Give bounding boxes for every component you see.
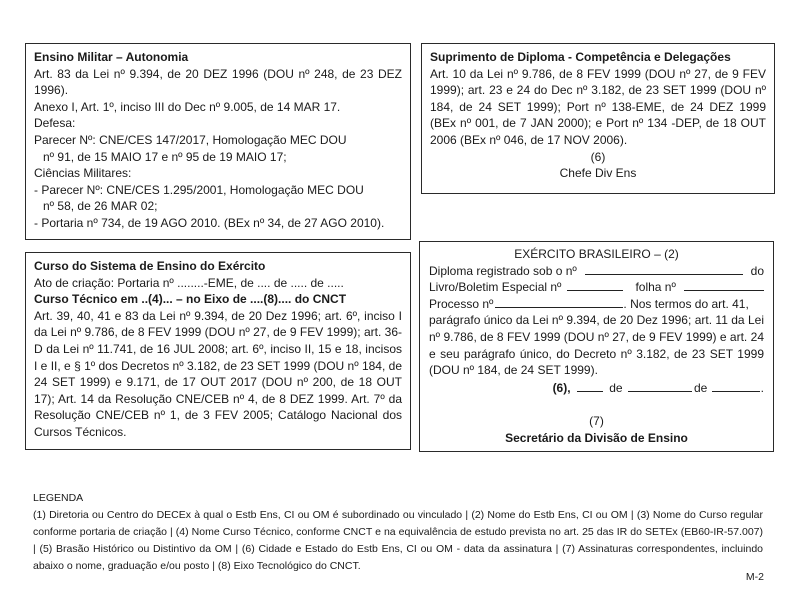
registration-do: do	[750, 263, 764, 278]
process-after: . Nos termos do art. 41,	[623, 296, 749, 311]
box-line: Art. 83 da Lei nº 9.394, de 20 DEZ 1996 (DOU nº 248, de 23 DEZ 1996).	[34, 66, 402, 98]
folha-label: folha nº	[635, 280, 676, 295]
date-period: .	[760, 380, 764, 395]
book-number-blank	[567, 279, 623, 291]
creation-act: Ato de criação: Portaria nº ........-EME, de .... de ..... de .....	[34, 275, 344, 290]
box-line: - Portaria nº 734, de 19 AGO 2010. (BEx nº 34, de 27 AGO 2010).	[34, 215, 385, 230]
army-education-course-box	[25, 252, 411, 450]
signer-title: Secretário da Divisão de Ensino	[505, 430, 688, 445]
day-blank	[577, 380, 603, 392]
legend-title: LEGENDA	[33, 492, 84, 504]
legend-text: (1) Diretoria ou Centro do DECEx à qual o Estb Ens, CI ou OM é subordinado ou vinculado | (2) Nome do Estb Ens, CI ou OM | (3) Nome do Curso regular conforme portaria de criação | (4) Nome Curso Técnico, conforme CNCT e na equivalência de estudo prevista no art. 25 das IR do SETEx (EB60-IR-57.007) | (5) Brasão Histórico ou Distintivo da OM | (6) Cidade e Estado do Estb Ens, CI ou OM - data da assinatura | (7) Assinaturas correspondentes, incluindo abaixo o nome, graduação e/ou posto | (8) Eixo Tecnológico do CNCT.	[33, 509, 763, 572]
box-text: parágrafo único da Lei nº 9.394, de 20 Dez 1996; art. 11 da Lei nº 9.786, de 8 FEV 1999 (DOU nº 27, de 9 FEV 1999) e art. 24 e seu parágrafo único, do Decreto nº 3.182, de 23 SET 1999 (DOU nº 184, de 24 SET 1999).	[429, 313, 764, 378]
date-marker: (6)	[590, 149, 606, 164]
date-de: de	[693, 380, 708, 395]
box-line: Defesa:	[34, 116, 76, 131]
box-line: Ciências Militares:	[34, 166, 132, 181]
registration-box	[419, 241, 774, 452]
date-marker: (6),	[552, 380, 571, 395]
signer-title: Chefe Div Ens	[559, 166, 637, 181]
registration-number-blank	[585, 263, 743, 275]
year-blank	[712, 380, 760, 392]
box-title: Curso do Sistema de Ensino do Exército	[34, 259, 266, 273]
registration-line	[429, 263, 764, 280]
process-line	[429, 296, 764, 313]
box-title: Suprimento de Diploma - Competência e Delegações	[430, 50, 731, 64]
book-line	[429, 279, 764, 296]
box-title: EXÉRCITO BRASILEIRO – (2)	[514, 247, 679, 261]
page-number: M-2	[745, 571, 764, 583]
signature-marker: (7)	[589, 414, 604, 429]
date-de: de	[609, 380, 623, 395]
folha-number-blank	[684, 279, 764, 291]
box-text: Art. 39, 40, 41 e 83 da Lei nº 9.394, de 20 Dez 1996; art. 6º, inciso I da Lei nº 9.786, de 8 FEV 1999 (DOU nº 27, de 9 FEV 1999); art. 36-D da Lei nº 11.741, de 16 JUL 2008; art. 6º, inciso II, 15 e 18, incisos I e II, e § 1º dos Decretos nº 3.182, de 23 SET 1999 (DOU nº 184, de 24 SET 1999) e 9.171, de 17 OUT 2017 (DOU nº 200, de 18 OUT 17); Art. 14 da Resolução CNE/CEB nº 4, de 8 DEZ 1999. Art. 7º da Resolução CNE/CEB nº 1, de 3 FEV 2005; Catálogo Nacional dos Cursos Técnicos.	[34, 308, 402, 439]
diploma-supply-box	[421, 43, 775, 194]
military-education-autonomy-box	[25, 43, 411, 240]
legend	[33, 490, 763, 575]
box-line: - Parecer Nº: CNE/CES 1.295/2001, Homologação MEC DOU	[34, 182, 364, 197]
registration-label: Diploma registrado sob o nº	[429, 263, 577, 278]
box-line: nº 91, de 15 MAIO 17 e nº 95 de 19 MAIO 17;	[43, 149, 287, 164]
month-blank	[628, 380, 692, 392]
book-label: Livro/Boletim Especial nº	[429, 280, 562, 295]
box-title: Ensino Militar – Autonomia	[34, 50, 189, 64]
course-name: Curso Técnico em ..(4)... – no Eixo de ....(8).... do CNCT	[34, 292, 347, 307]
box-line: Anexo I, Art. 1º, inciso III do Dec nº 9.005, de 14 MAR 17.	[34, 99, 341, 114]
box-line: Parecer Nº: CNE/CES 147/2017, Homologação MEC DOU	[34, 132, 347, 147]
date-line	[429, 380, 764, 397]
box-line: nº 58, de 26 MAR 02;	[43, 199, 158, 214]
process-label: Processo nº	[429, 296, 494, 311]
process-number-blank	[495, 296, 623, 308]
box-text: Art. 10 da Lei nº 9.786, de 8 FEV 1999 (DOU nº 27, de 9 FEV 1999); art. 23 e 24 do Dec nº 3.182, de 23 SET 1999 (DOU nº 184, de 24 SET 1999); Port nº 138-EME, de 24 DEZ 1999 (BEx nº 001, de 7 JAN 2000); e Port nº 134 -DEP, de 18 OUT 2006 (BEx nº 046, de 17 NOV 2006).	[430, 66, 766, 147]
